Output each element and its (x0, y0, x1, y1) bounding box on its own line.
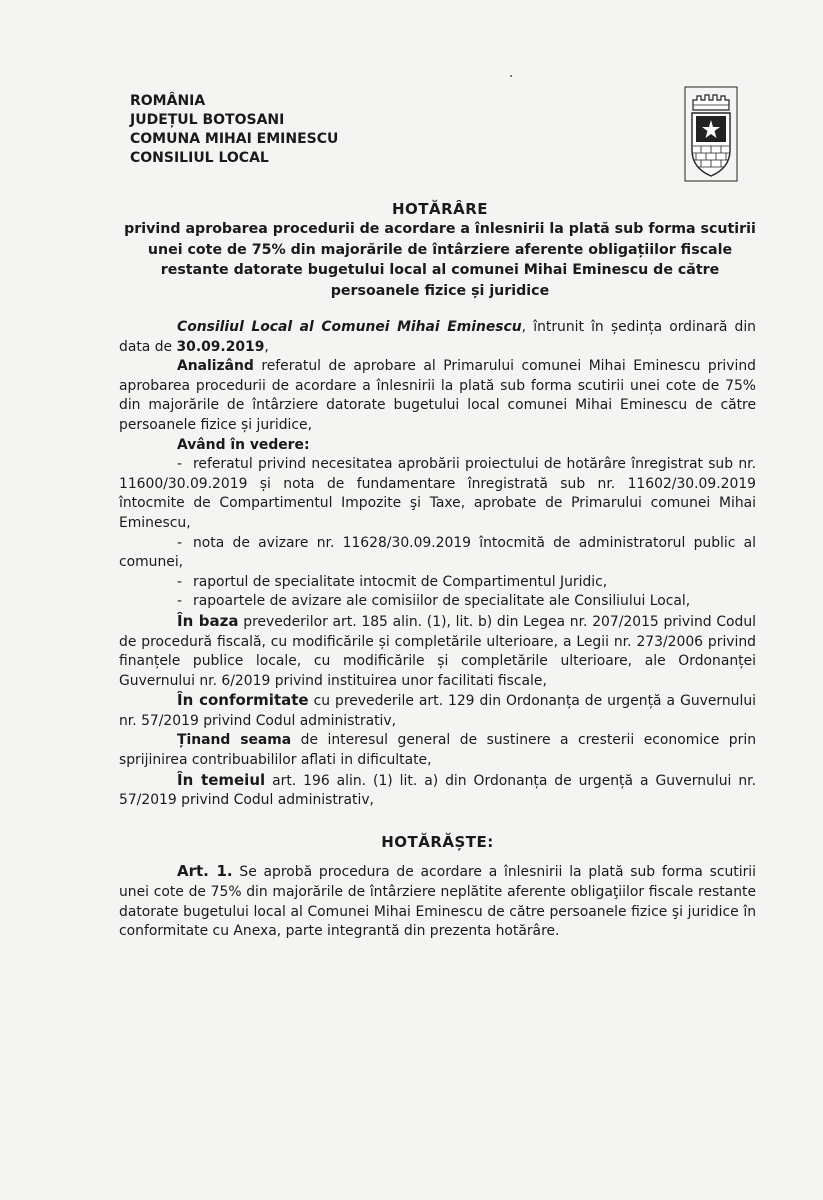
header-council: CONSILIUL LOCAL (130, 150, 269, 166)
list-item: - rapoartele de avizare ale comisiilor de specialitate ale Consiliului Local, (177, 593, 691, 610)
header-commune: COMUNA MIHAI EMINESCU (130, 131, 339, 147)
preamble-analizand: Analizând referatul de aprobare al Primarului comunei Mihai Eminescu privind aprobarea procedurii de acordare a înlesnirii la plată sub forma scutirii unei cote de 75% din majorările de întârziere datorate bugetului local comunei Mihai Eminescu de către persoanele fizice și juridice, (119, 358, 756, 433)
article-1: Art. 1. Se aprobă procedura de acordare a înlesnirii la plată sub forma scutirii unei cote de 75% din majorările de întârziere neplătite aferente obligaţiilor fiscale restante datorate bugetului local al Comunei Mihai Eminescu de către persoanele fizice şi juridice în conformitate cu Anexa, parte integrantă din prezenta hotărâre. (119, 862, 756, 940)
preamble-conformitate: În conformitate cu prevederile art. 129 din Ordonanța de urgență a Guvernului nr. 57/2019 privind Codul administrativ, (119, 691, 757, 729)
preamble-avand: Având în vedere: (177, 436, 310, 453)
preamble-intro: Consiliul Local al Comunei Mihai Eminescu, întrunit în ședința ordinară din data de 30.09.2019, (119, 319, 756, 355)
header-county: JUDEȚUL BOTOSANI (130, 112, 285, 128)
decision-heading: HOTĂRĂȘTE: (381, 832, 494, 851)
preamble-baza: În baza prevederilor art. 185 alin. (1), lit. b) din Legea nr. 207/2015 privind Codul de procedură fiscală, cu modificările și completările ulterioare, a Legii nr. 273/2006 privind finanțele publice locale, cu modificările și completările ulterioare, ale Ordonanței Guvernului nr. 6/2019 privind instituirea unor facilitati fiscale, (119, 611, 756, 689)
list-item: - raportul de specialitate intocmit de Compartimentul Juridic, (177, 573, 608, 590)
document-subtitle: privind aprobarea procedurii de acordare a înlesnirii la plată sub forma scutirii unei cote de 75% din majorările de întârziere aferente obligațiilor fiscale restante datorate bugetului local al comunei Mihai Eminescu de către persoanele fizice și juridice (124, 221, 756, 299)
preamble-tinand: Ținand seama de interesul general de sustinere a cresterii economice prin sprijinirea contribuabililor aflati in dificultate, (119, 732, 756, 769)
coat-of-arms-icon (684, 86, 738, 182)
header-country: ROMÂNIA (130, 93, 206, 109)
document-body (119, 318, 756, 942)
scan-speck (510, 75, 512, 77)
list-item: - referatul privind necesitatea aprobării proiectului de hotărâre înregistrat sub nr. 11600/30.09.2019 și nota de fundamentare înregistrată sub nr. 11602/30.09.2019 întocmite de Compartimentul Impozite şi Taxe, aprobate de Primarului comunei Mihai Eminescu, (119, 456, 756, 531)
list-item: - nota de avizare nr. 11628/30.09.2019 întocmită de administratorul public al comunei, (119, 534, 756, 571)
issuer-header (130, 92, 338, 168)
preamble-temeiul: În temeiul art. 196 alin. (1) lit. a) din Ordonanța de urgență a Guvernului nr. 57/2019 privind Codul administrativ, (119, 770, 757, 809)
document-title: HOTĂRÂRE (391, 200, 489, 218)
